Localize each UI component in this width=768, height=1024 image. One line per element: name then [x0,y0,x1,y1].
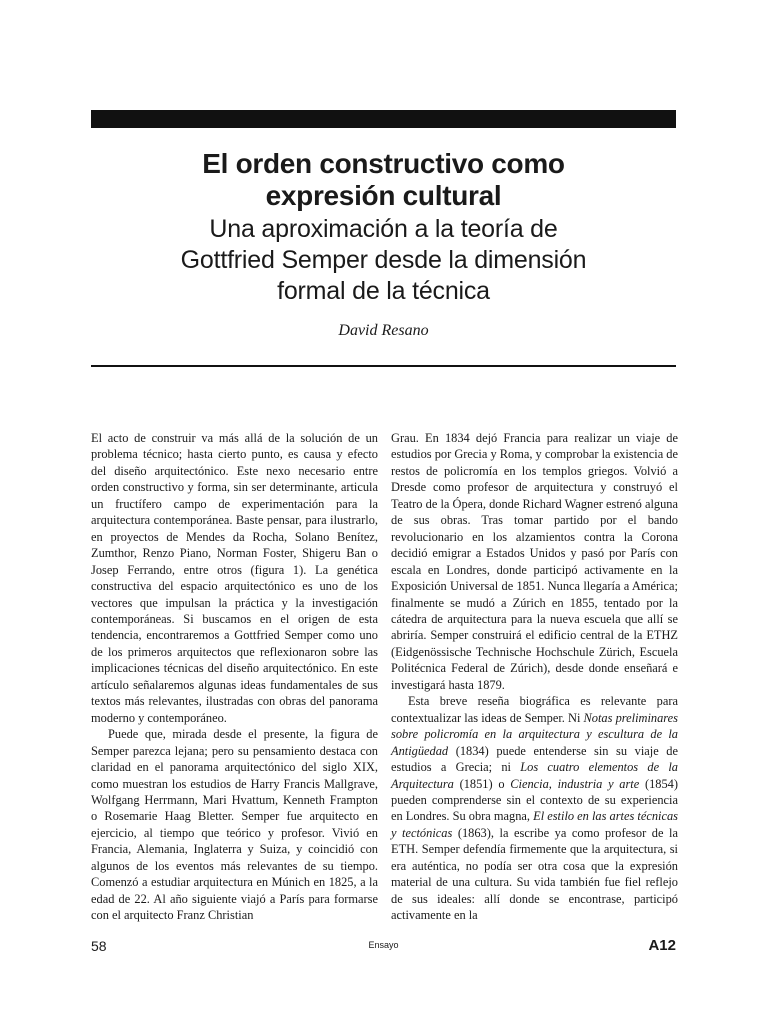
author-name: David Resano [338,322,429,339]
header-divider [91,365,676,367]
text-run: (1851) o [453,776,511,791]
book-title: El estilo en las artes técnicas y tectónicas [391,809,679,840]
subtitle-line-1: Una aproximación a la teoría de [209,215,558,243]
page-number: 58 [91,938,107,954]
book-title: Notas preliminares sobre policromía en la arquitectura y escultura de la Antigüedad [391,710,678,758]
article-title [91,148,676,212]
article-subtitle [91,214,676,307]
subtitle-line-3: formal de la técnica [277,277,490,305]
paragraph: Puede que, mirada desde el presente, la figura de Semper parezca lejana; pero su pensamiento destaca con claridad en el panorama arquitectónico del siglo XIX, como muestran los estudios de Harry Francis Mallgrave, Wolfgang Herrmann, Mari Hvattum, Kenneth Frampton o Rosemarie Haag Bletter. Semper fue arquitecto en ejercicio, al tiempo que teórico y profesor. Vivió en Francia, Alemania, Inglaterra y Suiza, y coincidió con algunos de los eventos más relevantes de su tiempo. Comenzó a estudiar arquitectura en Múnich en 1825, a la edad de 22. Al año siguiente viajó a París para formarse con el arquitecto Franz Christian [91,727,378,923]
text-run: Esta breve reseña biográfica es relevante para contextualizar las ideas de Semper. Ni [391,694,678,725]
subtitle-line-2: Gottfried Semper desde la dimensión [180,246,587,274]
title-line-1: El orden constructivo como [202,148,565,179]
section-label: Ensayo [368,940,399,950]
page-footer [91,936,676,958]
text-run: (1834) puede entenderse sin su viaje de estudios a Grecia; ni [391,743,678,775]
title-block [91,148,676,341]
body-column-left [91,430,378,924]
text-run: (1863), la escribe ya como profesor de la ETH. Semper defendía firmemente que la arquitectura, si era auténtica, no podía ser otra cosa que la expresión material de una cultura. Su vida también fue fiel reflejo de sus ideales: allí donde se encontrase, participó activamente en la [391,825,678,923]
header-black-bar [91,110,676,128]
paragraph [391,693,678,923]
text-run: (1854) pueden comprenderse sin el contexto de su experiencia en Londres. Su obra magna, [391,776,678,824]
issue-label: A12 [648,937,676,954]
paragraph: El acto de construir va más allá de la solución de un problema técnico; hasta cierto punto, es causa y efecto del diseño arquitectónico. Este nexo necesario entre orden constructivo y forma, sin ser determinante, articula un fructífero campo de experimentación para la arquitectura contemporánea. Baste pensar, para ilustrarlo, en proyectos de Mendes da Rocha, Solano Benítez, Zumthor, Renzo Piano, Norman Foster, Shigeru Ban o Josep Ferrando, entre otros (figura 1). La genética constructiva del espacio arquitectónico es uno de los vectores que impulsan la práctica y la investigación contemporáneas. Si buscamos en el origen de esta tendencia, encontraremos a Gottfried Semper como uno de los primeros arquitectos que reflexionaron sobre las implicaciones técnicas del diseño arquitectónico. En este artículo señalaremos algunas ideas fundamentales de sus textos más relevantes, ilustradas con obras del panorama moderno y contemporáneo. [91,431,378,725]
body-column-right [391,430,678,924]
paragraph: Grau. En 1834 dejó Francia para realizar un viaje de estudios por Grecia y Roma, y comprobar la existencia de restos de policromía en los templos griegos. Volvió a Dresde como profesor de arquitectura y construyó el Teatro de la Ópera, donde Richard Wagner estrenó alguna de sus obras. Tras tomar partido por el bando revolucionario en los alzamientos contra la Corona decidió emigrar a Estados Unidos y pasó por París con escala en Londres, donde participó activamente en la Exposición Universal de 1851. Nunca llegaría a América; finalmente se mudó a Zúrich en 1855, tentado por la cátedra de arquitectura para la nueva escuela que allí se abriría. Semper construirá el edificio central de la ETHZ (Eidgenössische Technische Hochschule Zürich, Escuela Politécnica Federal de Zúrich), desde donde enseñará e investigará hasta 1879. [391,431,678,692]
title-line-2: expresión cultural [265,180,502,211]
book-title: Ciencia, industria y arte [510,776,640,791]
book-title: Los cuatro elementos de la Arquitectura [391,760,678,791]
